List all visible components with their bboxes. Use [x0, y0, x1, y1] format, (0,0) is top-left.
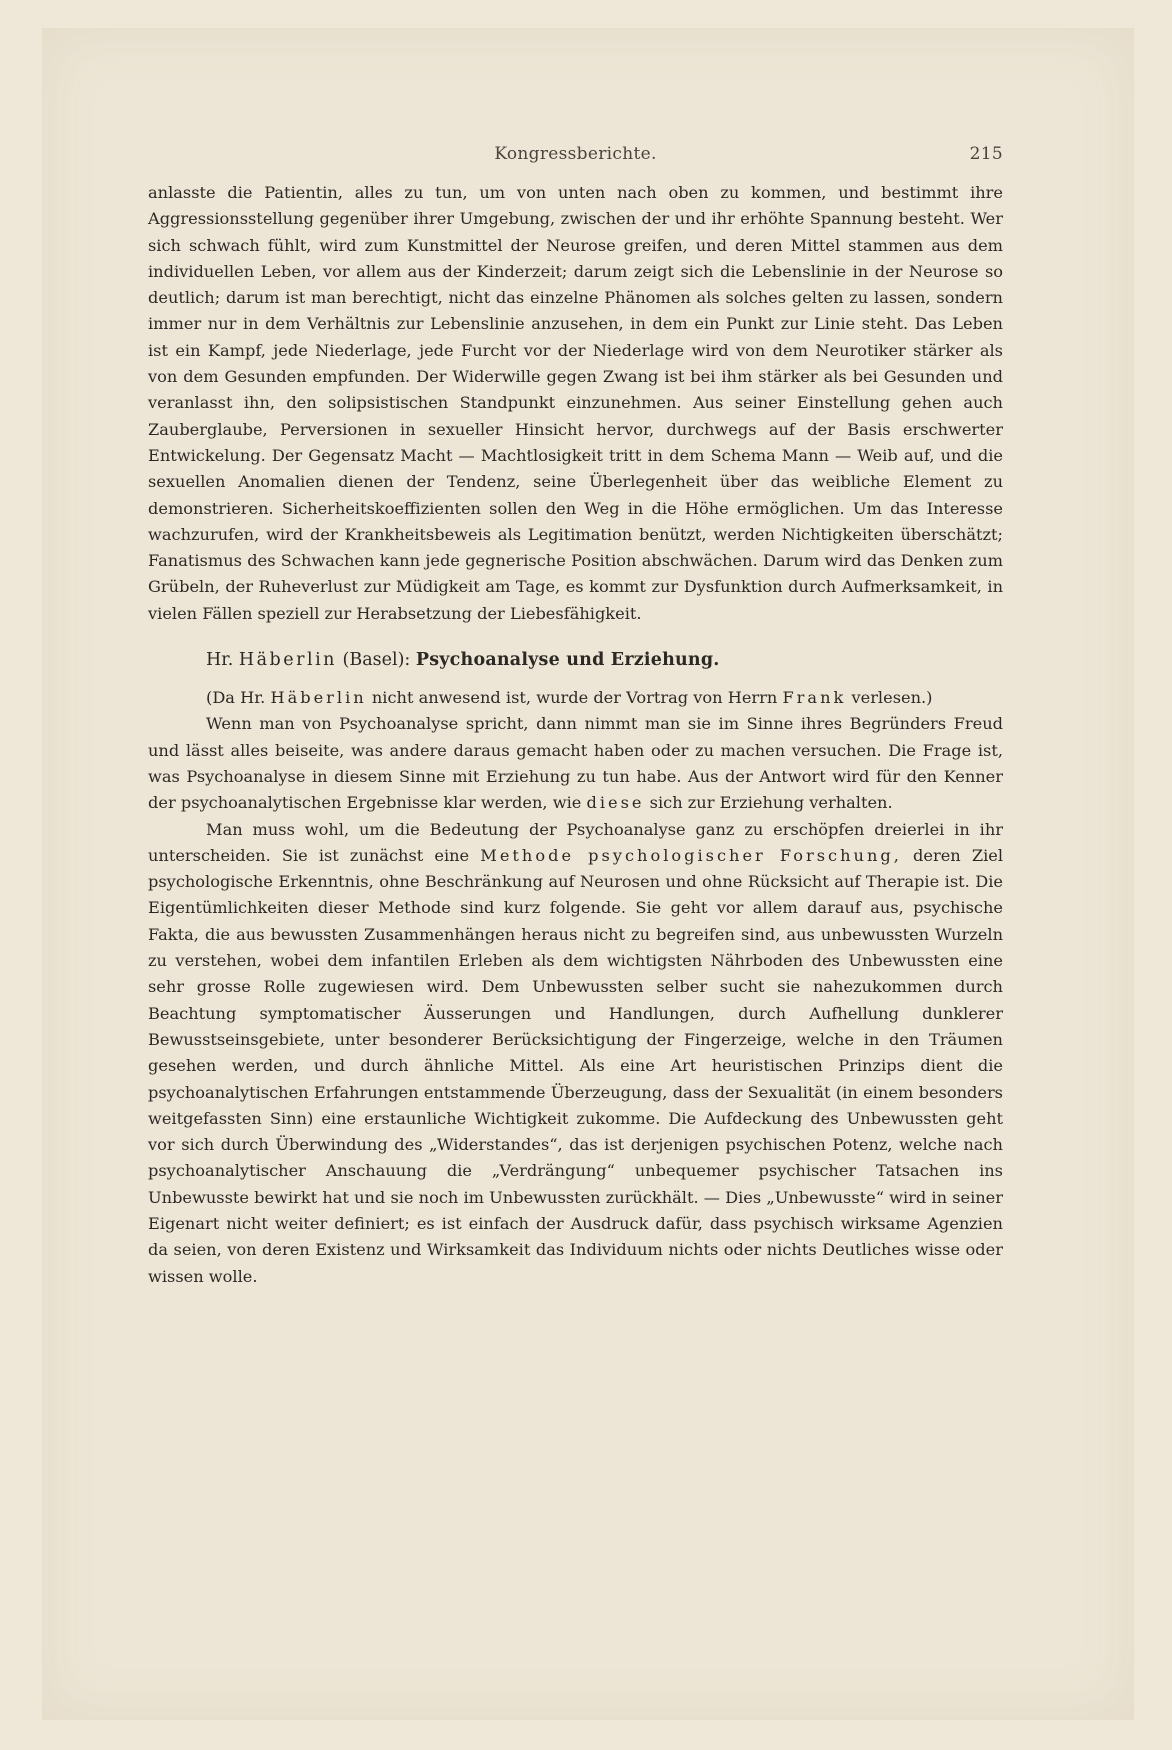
editorial-note [148, 685, 1003, 711]
page-number: 215 [969, 144, 1003, 164]
paragraph-method [148, 817, 1003, 1290]
speaker-affiliation: (Basel): [342, 650, 411, 671]
speaker-name: Häberlin [238, 650, 337, 671]
paragraph-continued: anlasste die Patientin, alles zu tun, um von unten nach oben zu kommen, und bestimmt ihre Aggressionsstellung gegenüber ihrer Umgebung, zwischen der und ihr erhöhte Spannung besteht. Wer sich schwach fühlt, wird zum Kunstmittel der Neurose greifen, und deren Mittel stammen aus dem individuellen Leben, vor allem aus der Kinderzeit; darum zeigt sich die Lebenslinie in der Neurose so deutlich; darum ist man berechtigt, nicht das einzelne Phänomen als solches gelten zu lassen, sondern immer nur in dem Verhältnis zur Lebenslinie anzusehen, in dem ein Punkt zur Linie steht. Das Leben ist ein Kampf, jede Niederlage, jede Furcht vor der Niederlage wird von dem Neurotiker stärker als von dem Gesunden empfunden. Der Widerwille gegen Zwang ist bei ihm stärker als bei Gesunden und veranlasst ihn, den solipsistischen Standpunkt einzunehmen. Aus seiner Einstellung gehen auch Zauberglaube, Perversionen in sexueller Hinsicht hervor, durchwegs auf der Basis erschwerter Entwickelung. Der Gegensatz Macht — Machtlosigkeit tritt in dem Schema Mann — Weib auf, und die sexuellen Anomalien dienen der Tendenz, seine Überlegenheit über das weibliche Element zu demonstrieren. Sicherheitskoeffizienten sollen den Weg in die Höhe ermöglichen. Um das Interesse wachzurufen, wird der Krankheitsbeweis als Legitimation benützt, werden Nichtigkeiten überschätzt; Fanatismus des Schwachen kann jede gegnerische Position abschwächen. Darum wird das Denken zum Grübeln, der Ruheverlust zur Müdigkeit am Tage, es kommt zur Dysfunktion durch Aufmerksamkeit, in vielen Fällen speziell zur Herabsetzung der Liebesfähigkeit. [148, 183, 1003, 623]
paragraph-freud-text-2: sich zur Erziehung verhalten. [649, 793, 893, 813]
running-head-title: Kongressberichte. [494, 144, 657, 164]
section-heading [148, 647, 1003, 673]
note-text-2: nicht anwesend ist, wurde der Vortrag von Herrn [371, 688, 778, 708]
paragraph-method-emphasis: Methode psychologischer Forschung, [480, 845, 902, 865]
note-name-1: Häberlin [270, 688, 367, 708]
book-page [42, 28, 1134, 1720]
running-head [148, 144, 1003, 180]
talk-title: Psychoanalyse und Erziehung. [415, 650, 720, 671]
speaker-prefix: Hr. [206, 650, 234, 671]
paragraph-freud-emphasis: diese [586, 793, 645, 813]
note-name-2: Frank [782, 688, 847, 708]
page-content [148, 144, 1003, 1290]
note-text-3: verlesen.) [851, 688, 933, 708]
note-text-1: (Da Hr. [206, 688, 266, 708]
paragraph-method-text-1: Man muss wohl, um die Bedeutung der Psychoanalyse ganz zu erschöpfen dreierlei in ihr unterscheiden. Sie ist zunächst eine [148, 819, 1003, 865]
paragraph-freud-text-1: Wenn man von Psychoanalyse spricht, dann nimmt man sie im Sinne ihres Begründers Freud und lässt alles beiseite, was andere daraus gemacht haben oder zu machen versuchen. Die Frage ist, was Psychoanalyse in diesem Sinne mit Erziehung zu tun habe. Aus der Antwort wird für den Kenner der psychoanalytischen Ergebnisse klar werden, wie [148, 714, 1003, 813]
paragraph-freud [148, 711, 1003, 816]
paragraph-method-text-2: deren Ziel psychologische Erkenntnis, ohne Beschränkung auf Neurosen und ohne Rücksicht auf Therapie ist. Die Eigentümlichkeiten dieser Methode sind kurz folgende. Sie geht vor allem darauf aus, psychische Fakta, die aus bewussten Zusammenhängen heraus nicht zu begreifen sind, aus unbewussten Wurzeln zu verstehen, wobei dem infantilen Erleben als dem wichtigsten Nährboden des Unbewussten eine sehr grosse Rolle zugewiesen wird. Dem Unbewussten selber sucht sie nahezukommen durch Beachtung symptomatischer Äusserungen und Handlungen, durch Aufhellung dunklerer Bewusstseinsgebiete, unter besonderer Berücksichtigung der Fingerzeige, welche in den Träumen gesehen werden, und durch ähnliche Mittel. Als eine Art heuristischen Prinzips dient die psychoanalytischen Erfahrungen entstammende Überzeugung, dass der Sexualität (in einem besonders weitgefassten Sinn) eine erstaunliche Wichtigkeit zukomme. Die Aufdeckung des Unbewussten geht vor sich durch Überwindung des „Widerstandes“, das ist derjenigen psychischen Potenz, welche nach psychoanalytischer Anschauung die „Verdrängung“ unbequemer psychischer Tatsachen ins Unbewusste bewirkt hat und sie noch im Unbewussten zurückhält. — Dies „Unbewusste“ wird in seiner Eigenart nicht weiter definiert; es ist einfach der Ausdruck dafür, dass psychisch wirksame Agenzien da seien, von deren Existenz und Wirksamkeit das Individuum nichts oder nichts Deutliches wisse oder wissen wolle. [148, 845, 1003, 1286]
